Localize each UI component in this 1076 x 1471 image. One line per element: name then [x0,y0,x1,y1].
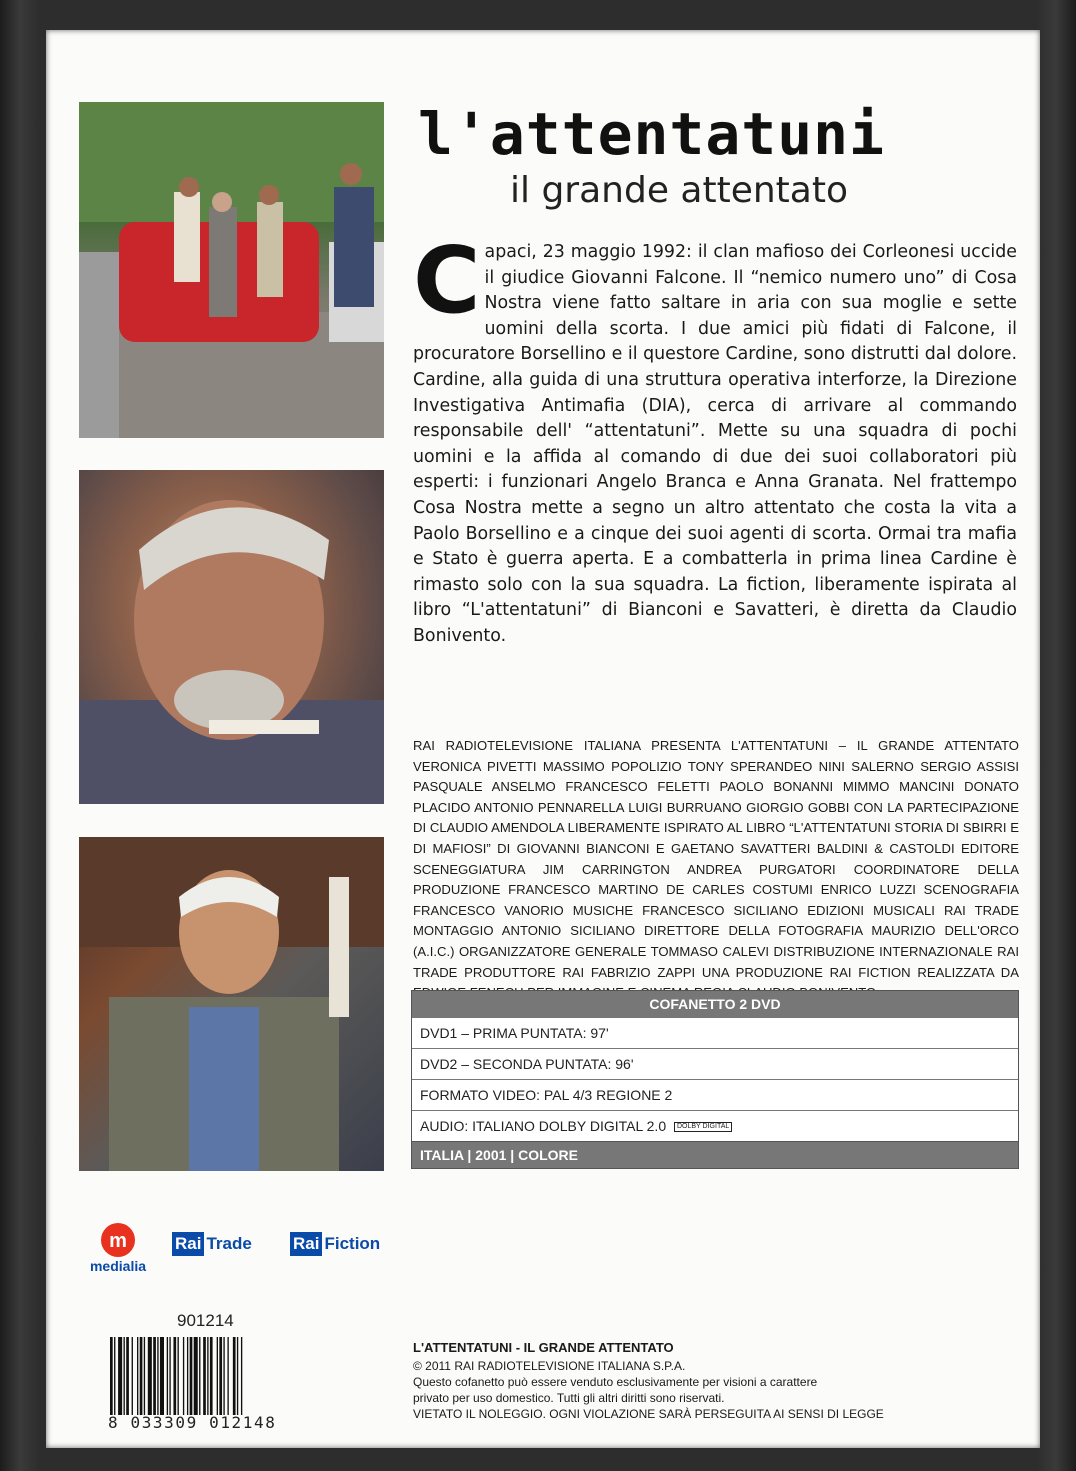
barcode-top-number: 901214 [177,1311,234,1330]
barcode-bar [190,1337,193,1415]
barcode-bar [217,1337,218,1415]
barcode-bar [199,1337,200,1415]
rai-fiction-box: Rai [290,1232,322,1256]
photo-man-smoking [79,470,384,804]
barcode-bar [210,1337,213,1415]
dvd-info-box [411,990,1019,1169]
barcode-bar [124,1337,125,1415]
barcode-bar [227,1337,228,1415]
medialia-logo [78,1222,158,1282]
legal-notice [413,1340,1033,1422]
barcode-bar [140,1337,143,1415]
medialia-label: medialia [89,1258,147,1274]
info-row-dvd2: DVD2 – SECONDA PUNTATA: 96' [412,1048,1018,1079]
barcode-bar [167,1337,168,1415]
barcode-bar [137,1337,138,1415]
dolby-digital-icon: DOLBY DIGITAL [674,1122,732,1132]
barcode-bar [144,1337,145,1415]
barcode-bar [110,1337,113,1415]
photo-street-scene [79,102,384,438]
synopsis [413,227,1017,650]
audio-text: AUDIO: ITALIANO DOLBY DIGITAL 2.0 [420,1118,667,1134]
barcode-bar [173,1337,176,1415]
medialia-icon [98,1222,138,1258]
barcode-bar [207,1337,208,1415]
barcode-bar [194,1337,198,1415]
barcode-bar [237,1337,238,1415]
info-row-dvd1: DVD1 – PRIMA PUNTATA: 97' [412,1017,1018,1048]
credits-block: RAI RADIOTELEVISIONE ITALIANA PRESENTA L'ATTENTATUNI – IL GRANDE ATTENTATO VERONICA PIVETTI MASSIMO POPOLIZIO TONY SPERANDEO NINI SALERNO SERGIO ASSISI PASQUALE ANSELMO FRANCESCO FELETTI PAOLO BONANNI MIMMO MANCINI DONATO PLACIDO ANTONIO PENNARELLA LUIGI BURRUANO GIORGIO GOBBI CON LA PARTECIPAZIONE DI CLAUDIO AMENDOLA LIBERAMENTE ISPIRATO AL LIBRO “L'ATTENTATUNI STORIA DI SBIRRI E DI MAFIOSI” DI GIOVANNI BIANCONI E GAETANO SAVATTERI BALDINI & CASTOLDI EDITORE SCENEGGIATURA JIM CARRINGTON ANDREA PURGATORI COORDINATORE DELLA PRODUZIONE FRANCESCO MARTINO DE CARLES COSTUMI ENRICO LUZZI SCENOGRAFIA FRANCESCO VANORIO MUSICHE FRANCESCO SICILIANO EDIZIONI MUSICALI RAI TRADE MONTAGGIO ANTONIO SICILIANO DIRETTORE DELLA FOTOGRAFIA MAURIZIO DELL'ORCO (A.I.C.) ORGANIZZATORE GENERALE TOMMASO CALEVI DISTRIBUZIONE INTERNAZIONALE RAI TRADE PRODUTTORE RAI FABRIZIO ZAPPI UNA PRODUZIONE RAI FICTION REALIZZATA DA [413,738,1019,980]
title-main: l'attentatuni [418,100,885,168]
rai-trade-box: Rai [172,1232,204,1256]
street-scene-illustration [79,102,384,438]
barcode-bar [223,1337,224,1415]
svg-text:m: m [109,1230,127,1252]
barcode-bar [183,1337,184,1415]
barcode-bar [241,1337,242,1415]
barcode-digits: 8 033309 012148 [108,1413,277,1432]
barcode-bar [178,1337,179,1415]
barcode-bar [153,1337,156,1415]
info-box-footer: ITALIA | 2001 | COLORE [412,1141,1018,1168]
synopsis-dropcap: C [413,227,481,334]
barcode-bar [233,1337,236,1415]
barcode-bar [203,1337,206,1415]
barcode-bar [169,1337,170,1415]
info-row-audio [412,1110,1018,1141]
barcode-bar [126,1337,129,1415]
rai-trade-logo [172,1232,272,1272]
legal-title: L'ATTENTATUNI - IL GRANDE ATTENTATO [413,1340,674,1355]
legal-line: VIETATO IL NOLEGGIO. OGNI VIOLAZIONE SARÀ PERSEGUITA AI SENSI DI LEGGE [413,1407,884,1421]
photo-man-at-bar [79,837,384,1171]
info-box-header: COFANETTO 2 DVD [412,991,1018,1017]
barcode-bar [114,1337,115,1415]
rai-fiction-text: Fiction [324,1234,381,1253]
barcode-bar [148,1337,152,1415]
legal-line: © 2011 RAI RADIOTELEVISIONE ITALIANA S.P.A. [413,1359,686,1373]
rai-fiction-logo [290,1232,390,1272]
barcode-bar [160,1337,164,1415]
synopsis-text: apaci, 23 maggio 1992: il clan mafioso dei Corleonesi uccide il giudice Giovanni Falcone. Il “nemico numero uno” di Cosa Nostra viene fatto saltare in aria con sua moglie e sette uomini della scorta. I due amici più fidati di Falcone, il procuratore Borsellino e il questore Cardine, sono distrutti dal dolore. Cardine, alla guida di una struttura operativa interforze, la Direzione Investigativa Antimafia (DIA), cerca di arrivare al commando responsabile dell' “attentatuni”. Mette su una squadra di pochi uomini e la affida al comando di due dei suoi collaboratori più esperti: i funzionari Angelo Branca e Anna Granata. Nel frattempo Cosa Nostra mette a segno un altro attentato che costa la vita a Paolo Borsellino e a cinque dei suoi agenti di scorta. Ormai tra mafia e Stato è guerra aperta. E a combatterla in prima linea Cardine è rimasto solo con la sua squadra. La fiction, liberamente ispirata al libro “L'attentatuni” di Bianconi e Savatteri, è diretta da Claudio Bonivento. [413,242,1017,646]
barcode-bar [157,1337,158,1415]
legal-line: privato per uso domestico. Tutti gli altri diritti sono riservati. [413,1391,725,1405]
man-portrait-illustration [79,470,384,804]
barcode-bar [187,1337,188,1415]
man-bar-illustration [79,837,384,1171]
barcode-bar [118,1337,122,1415]
barcode-bar [219,1337,222,1415]
barcode-bar [132,1337,133,1415]
barcode-bars [108,1337,318,1415]
legal-line: Questo cofanetto può essere venduto esclusivamente per visioni a carattere [413,1375,818,1389]
title-subtitle: il grande attentato [510,170,848,211]
info-row-video-format: FORMATO VIDEO: PAL 4/3 REGIONE 2 [412,1079,1018,1110]
rai-trade-text: Trade [206,1234,252,1253]
